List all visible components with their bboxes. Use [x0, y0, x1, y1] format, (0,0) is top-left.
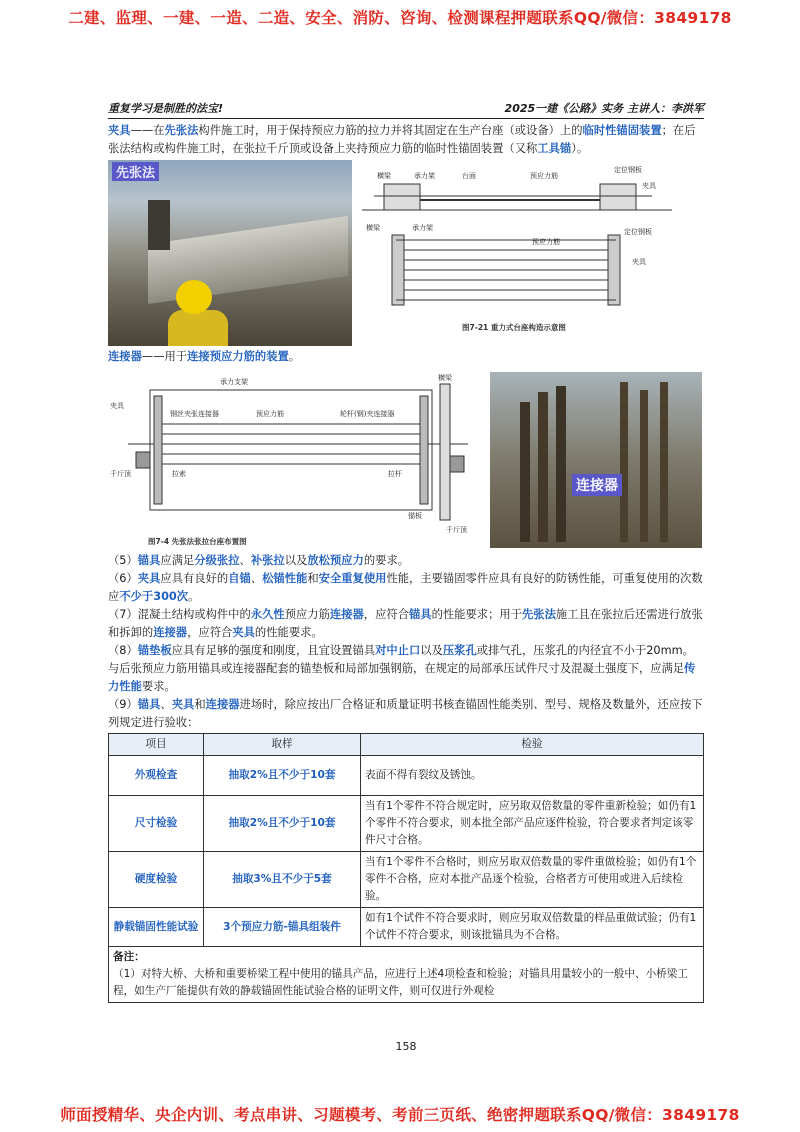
top-banner: 二建、监理、一建、一造、二造、安全、消防、咨询、检测课程押题联系QQ/微信：3849178	[68, 9, 732, 27]
gravity-pedestal-diagram	[352, 160, 704, 346]
svg-text:预应力筋: 预应力筋	[256, 410, 284, 418]
svg-text:夹具: 夹具	[632, 258, 646, 266]
requirement-item: （6）夹具应具有良好的自锚、松锚性能和安全重复使用性能，主要锚固零件应具有良好的防锈性能，可重复使用的次数应不少于300次。	[108, 572, 703, 603]
svg-text:横梁: 横梁	[438, 374, 452, 382]
requirement-item: （5）锚具应满足分级张拉、补张拉以及放松预应力的要求。	[108, 554, 410, 567]
fig-7-4-caption: 图7-4 先张法张拉台座布置图	[148, 537, 247, 546]
requirement-item: （7）混凝土结构或构件中的永久性预应力筋连接器，应符合锚具的性能要求；用于先张法施工且在张拉后还需进行放张和拆卸的连接器，应符合夹具的性能要求。	[108, 608, 703, 639]
svg-text:台面: 台面	[462, 172, 476, 180]
svg-text:钢丝夹张连接器: 钢丝夹张连接器	[170, 410, 219, 418]
clamp-definition: 夹具——在先张法构件施工时，用于保持预应力筋的拉力并将其固定在生产台座（或设备）上的临时性锚固装置；在后张法结构或构件施工时，在张拉千斤顶或设备上夹持预应力筋的临时性锚固装置（又称工具锚）。	[108, 124, 696, 155]
pretension-layout-diagram	[108, 372, 488, 548]
term-clamp: 夹具	[108, 124, 131, 137]
svg-text:夹具: 夹具	[642, 182, 656, 190]
table-row: 尺寸检验 抽取2%且不少于10套 当有1个零件不符合规定时，应另取双倍数量的零件重新检验；如仍有1个零件不符合要求，则本批全部产品应逐件检验，符合要求者判定该零件尺寸合格。	[109, 796, 704, 852]
svg-text:承力架: 承力架	[412, 224, 433, 232]
term-connector: 连接器	[108, 350, 142, 363]
page-number: 158	[395, 1040, 417, 1053]
fig-7-21-caption: 图7-21 重力式台座构造示意图	[462, 323, 566, 332]
col-check: 检验	[361, 734, 704, 756]
requirement-item: （8）锚垫板应具有足够的强度和刚度，且宜设置锚具对中止口以及压浆孔或排气孔，压浆孔的内径宜不小于20mm。与后张预应力筋用锚具或连接器配套的锚垫板和局部加强钢筋，在规定的局部承压试件尺寸及混凝土强度下，应满足传力性能要求。	[108, 644, 696, 693]
requirement-list	[108, 552, 704, 732]
note-title: 备注：	[113, 951, 145, 963]
note-text: （1）对特大桥、大桥和重要桥梁工程中使用的锚具产品，应进行上述4项检查和检验；对锚具用量较小的一般中、小桥梁工程，如生产厂能提供有效的静载锚固性能试验合格的证明文件，则可仅进行外观检	[113, 968, 688, 997]
page-header	[108, 100, 704, 119]
svg-text:承力支架: 承力支架	[220, 378, 248, 386]
svg-text:预应力筋: 预应力筋	[532, 238, 560, 246]
svg-text:定位钢板: 定位钢板	[614, 166, 642, 174]
svg-text:承力架: 承力架	[414, 172, 435, 180]
col-sample: 取样	[204, 734, 361, 756]
svg-text:拉索: 拉索	[172, 470, 186, 478]
connector-photo-label: 连接器	[572, 474, 622, 496]
svg-text:预应力筋: 预应力筋	[530, 172, 558, 180]
fig-7-4	[108, 372, 490, 550]
svg-text:夹具: 夹具	[110, 402, 124, 410]
header-slogan: 重复学习是制胜的法宝!	[108, 102, 224, 115]
photo-label: 先张法	[112, 162, 159, 181]
table-note-row	[109, 947, 704, 1003]
connector-photo	[490, 372, 702, 548]
svg-text:千斤顶: 千斤顶	[446, 526, 467, 534]
fig-7-21	[352, 160, 704, 348]
requirement-item: （9）锚具、夹具和连接器进场时，除应按出厂合格证和质量证明书核查锚固性能类别、型号、规格及数量外，还应按下列规定进行验收：	[108, 698, 703, 729]
table-row: 静载锚固性能试验 3个预应力筋-锚具组装件 如有1个试件不符合要求时，则应另取双倍数量的样品重做试验；仍有1个试件不符合要求，则该批锚具为不合格。	[109, 908, 704, 947]
label-beam: 横梁	[377, 172, 391, 180]
table-row: 外观检查 抽取2%且不少于10套 表面不得有裂纹及锈蚀。	[109, 756, 704, 796]
svg-text:锚板: 锚板	[408, 512, 422, 520]
svg-text:千斤顶: 千斤顶	[110, 470, 131, 478]
col-item: 项目	[109, 734, 204, 756]
pretension-photo	[108, 160, 352, 346]
header-course: 2025一建《公路》实务 主讲人：李洪军	[504, 102, 704, 115]
bottom-banner: 师面授精华、央企内训、考点串讲、习题模考、考前三页纸、绝密押题联系QQ/微信：3849178	[60, 1106, 740, 1124]
svg-text:定位钢板: 定位钢板	[624, 228, 652, 236]
table-row: 硬度检验 抽取3%且不少于5套 当有1个零件不合格时，则应另取双倍数量的零件重做检验；如仍有1个零件不合格，应对本批产品逐个检验，合格者方可使用或进入后续检验。	[109, 852, 704, 908]
acceptance-table	[108, 733, 704, 1003]
connector-definition: 连接器——用于连接预应力筋的装置。	[108, 350, 301, 363]
svg-text:横梁: 横梁	[366, 224, 380, 232]
svg-text:拉杆: 拉杆	[388, 470, 402, 478]
svg-text:轮杆(钢)夹连接器: 轮杆(钢)夹连接器	[340, 410, 395, 418]
document-page	[108, 100, 704, 1053]
